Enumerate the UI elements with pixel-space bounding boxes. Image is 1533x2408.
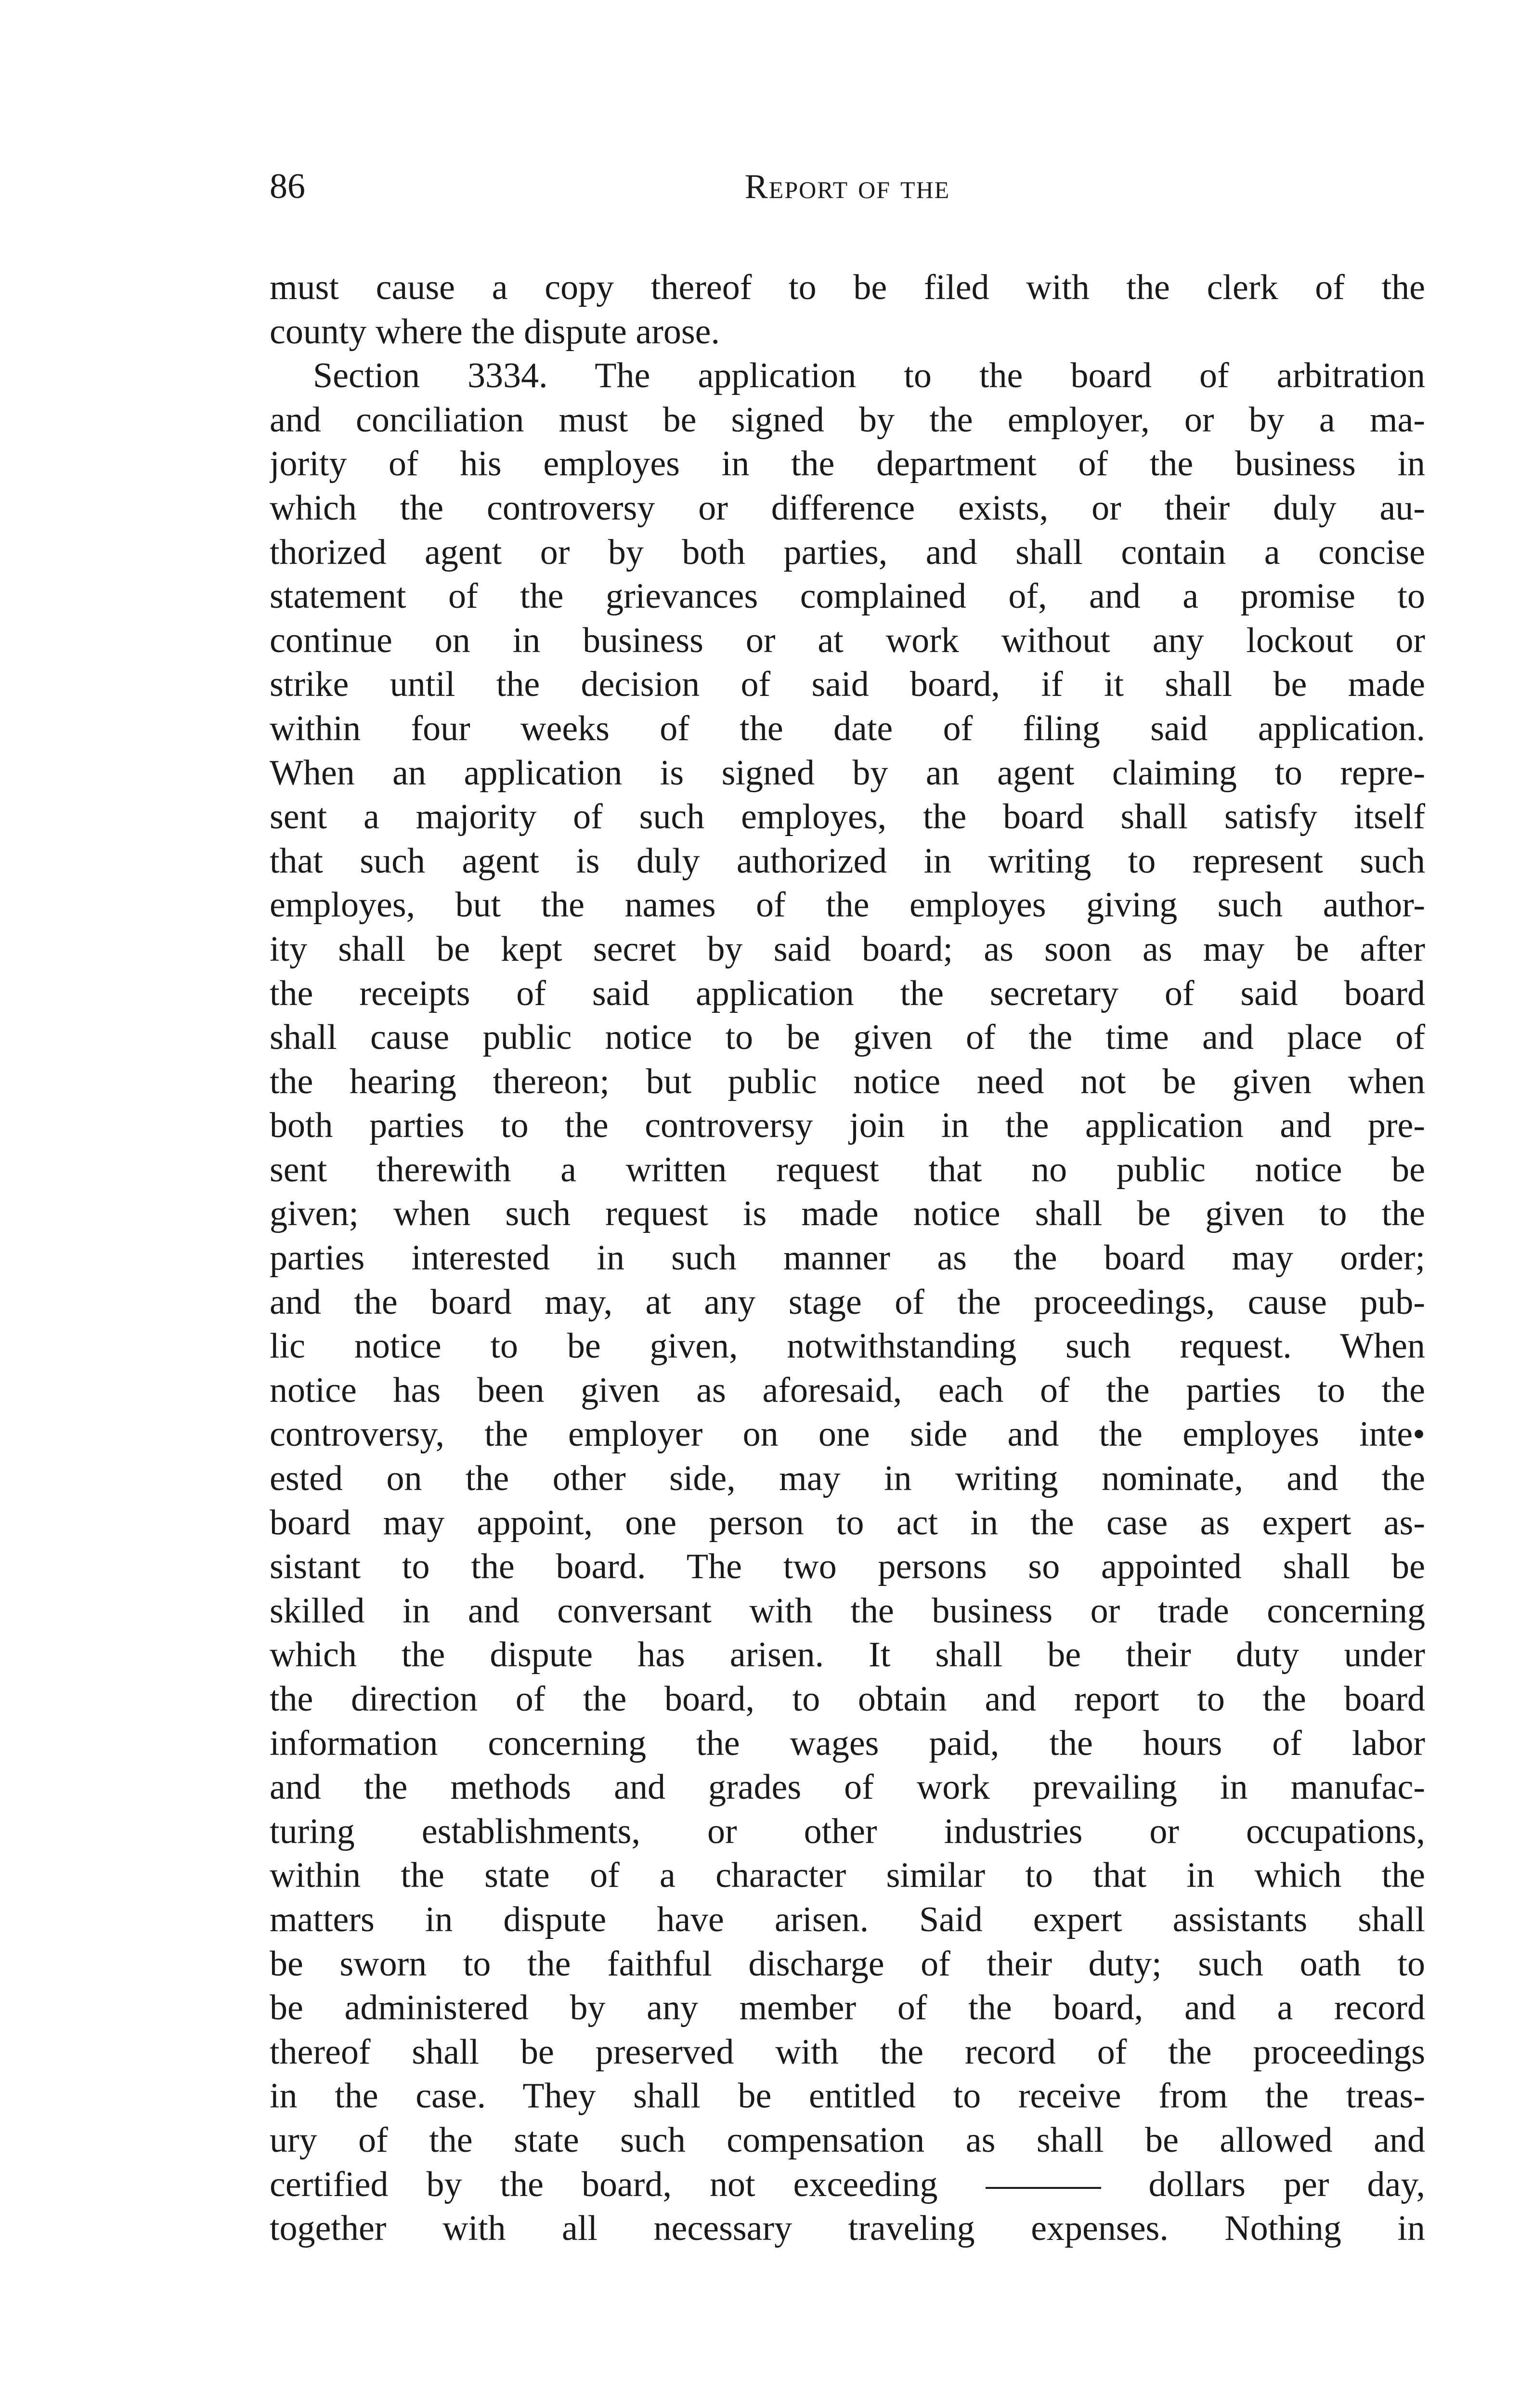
- text-line: and the board may, at any stage of the proceedings, cause pub-: [270, 1282, 1425, 1322]
- text-segment: certified by the board, not exceeding: [270, 2164, 938, 2204]
- text-line: employes, but the names of the employes giving such author-: [270, 885, 1425, 925]
- text-line: thereof shall be preserved with the record of the proceedings: [270, 2032, 1425, 2072]
- text-line: When an application is signed by an agent claiming to repre-: [270, 753, 1425, 793]
- text-line: within four weeks of the date of filing said application.: [270, 708, 1425, 748]
- text-line: information concerning the wages paid, the hours of labor: [270, 1723, 1425, 1763]
- text-line: strike until the decision of said board, if it shall be made: [270, 665, 1425, 705]
- text-line: be administered by any member of the board, and a record: [270, 1988, 1425, 2028]
- text-line: shall cause public notice to be given of the time and place of: [270, 1018, 1425, 1058]
- text-line: sistant to the board. The two persons so appointed shall be: [270, 1547, 1425, 1587]
- text-segment: dollars per day,: [1148, 2164, 1425, 2204]
- text-line: board may appoint, one person to act in the case as expert as-: [270, 1503, 1425, 1543]
- text-line: be sworn to the faithful discharge of their duty; such oath to: [270, 1944, 1425, 1984]
- running-head: [270, 160, 1425, 213]
- text-line: the direction of the board, to obtain and report to the board: [270, 1679, 1425, 1719]
- text-line: controversy, the employer on one side and the employes inte•: [270, 1414, 1425, 1454]
- text-line: notice has been given as aforesaid, each of the parties to the: [270, 1370, 1425, 1410]
- text-line: which the dispute has arisen. It shall be their duty under: [270, 1635, 1425, 1675]
- blank-amount-rule: [986, 2187, 1101, 2189]
- text-line: ury of the state such compensation as shall be allowed and: [270, 2120, 1425, 2160]
- text-line: thorized agent or by both parties, and shall contain a concise: [270, 532, 1425, 572]
- text-line: sent therewith a written request that no public notice be: [270, 1150, 1425, 1190]
- text-line: matters in dispute have arisen. Said expert assistants shall: [270, 1899, 1425, 1939]
- text-line: and the methods and grades of work prevailing in manufac-: [270, 1767, 1425, 1807]
- text-line: that such agent is duly authorized in writing to represent such: [270, 841, 1425, 881]
- text-line: lic notice to be given, notwithstanding such request. When: [270, 1326, 1425, 1366]
- text-line: Section 3334. The application to the board of arbitration: [313, 356, 1425, 396]
- text-line-with-blank: [270, 2163, 1425, 2207]
- text-line: together with all necessary traveling expenses. Nothing in: [270, 2209, 1425, 2249]
- text-line: must cause a copy thereof to be filed with the clerk of the: [270, 268, 1425, 307]
- text-line: the hearing thereon; but public notice need not be given when: [270, 1061, 1425, 1101]
- text-line: in the case. They shall be entitled to receive from the treas-: [270, 2076, 1425, 2116]
- text-line: skilled in and conversant with the business or trade concerning: [270, 1591, 1425, 1631]
- text-line: both parties to the controversy join in the application and pre-: [270, 1106, 1425, 1146]
- text-line: continue on in business or at work without any lockout or: [270, 620, 1425, 660]
- text-line: and conciliation must be signed by the employer, or by a ma-: [270, 400, 1425, 440]
- body-text: [270, 266, 1425, 2251]
- text-line: ested on the other side, may in writing nominate, and the: [270, 1459, 1425, 1499]
- text-line: parties interested in such manner as the board may order;: [270, 1238, 1425, 1278]
- text-line: the receipts of said application the secretary of said board: [270, 973, 1425, 1013]
- page-number: 86: [270, 167, 305, 206]
- text-line: given; when such request is made notice shall be given to the: [270, 1194, 1425, 1234]
- text-line: sent a majority of such employes, the board shall satisfy itself: [270, 797, 1425, 837]
- text-line: within the state of a character similar to that in which the: [270, 1856, 1425, 1896]
- text-line: statement of the grievances complained of, and a promise to: [270, 576, 1425, 616]
- running-title: Report of the: [744, 167, 950, 206]
- text-line: turing establishments, or other industries or occupations,: [270, 1811, 1425, 1851]
- text-line: county where the dispute arose.: [270, 312, 720, 352]
- text-line: ity shall be kept secret by said board; as soon as may be after: [270, 929, 1425, 969]
- text-line: jority of his employes in the department of the business in: [270, 444, 1425, 484]
- text-line: which the controversy or difference exists, or their duly au-: [270, 488, 1425, 528]
